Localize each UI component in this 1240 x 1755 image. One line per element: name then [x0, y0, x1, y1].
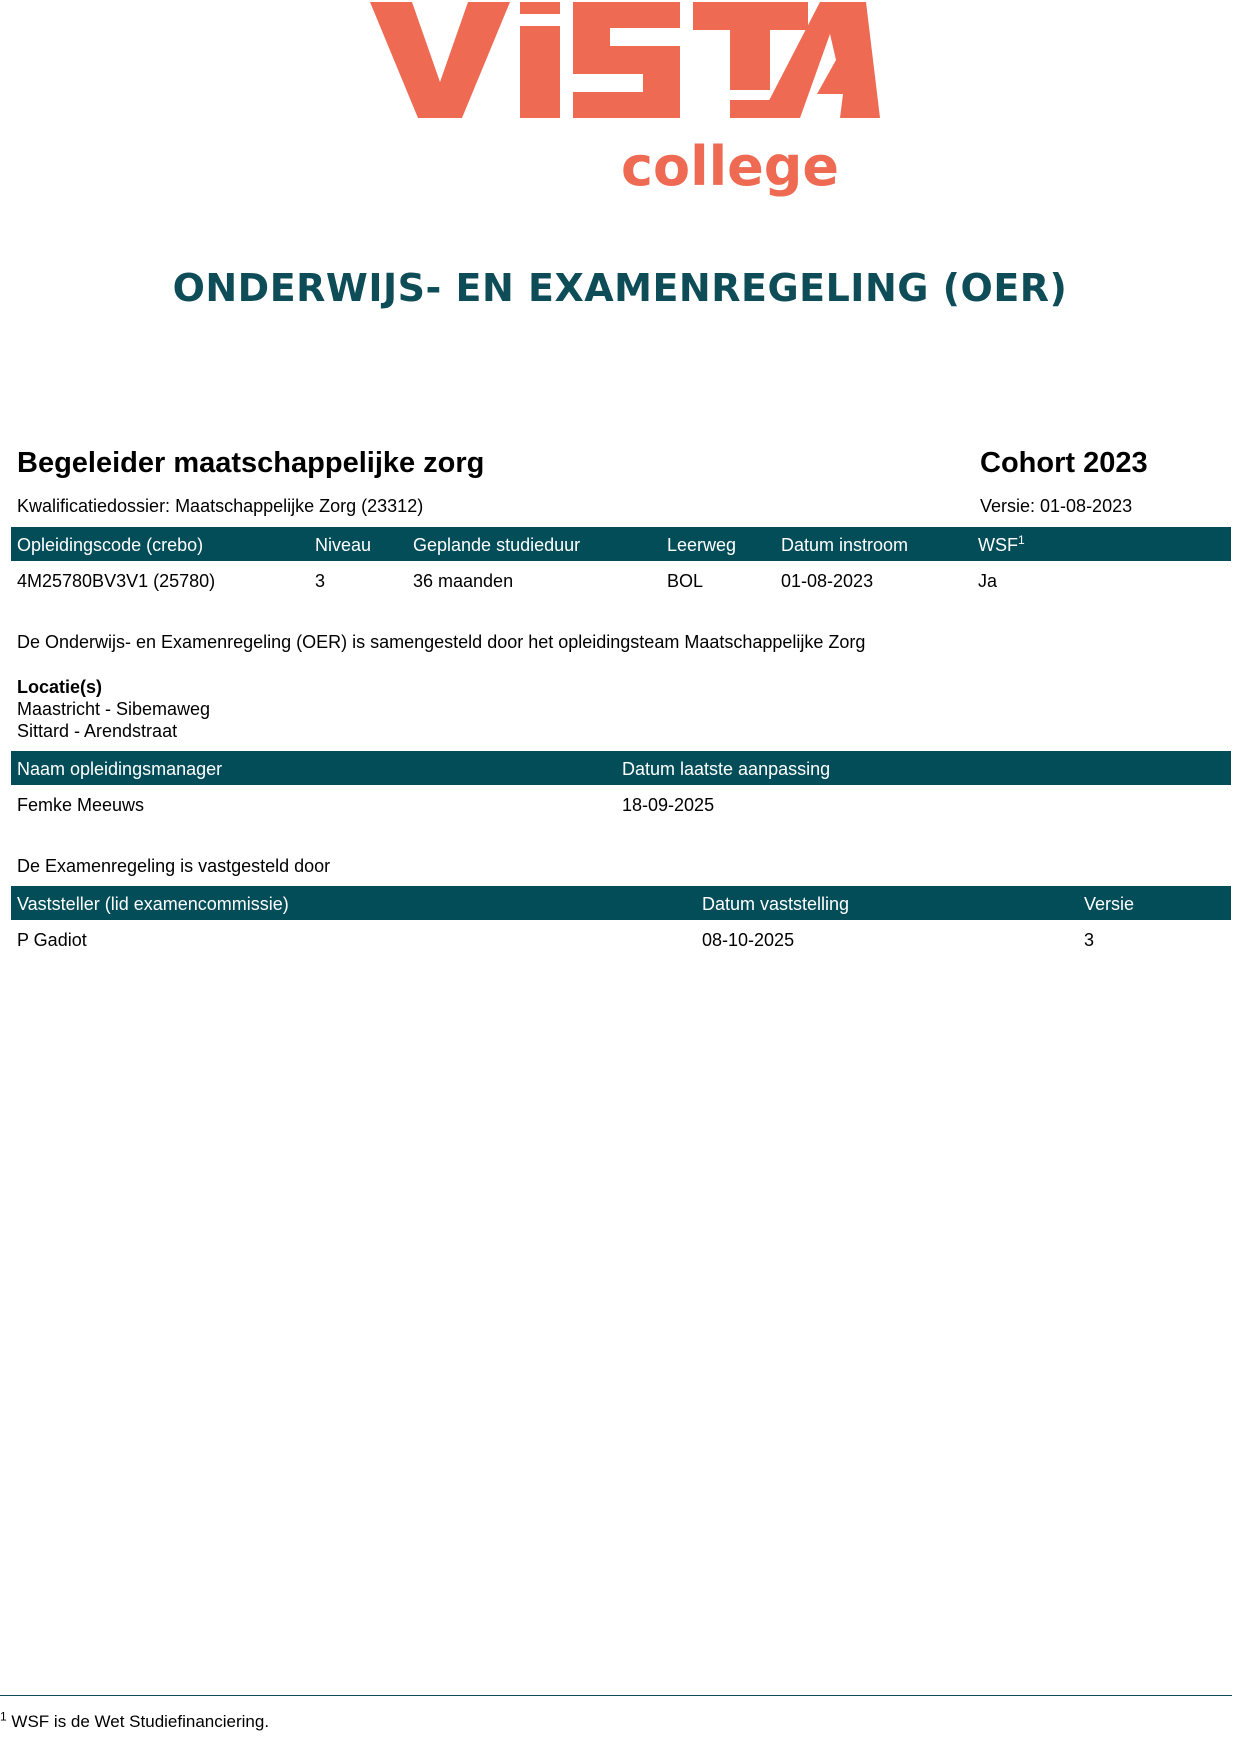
footnote-mark: 1 — [0, 1709, 7, 1724]
exam-statement: De Examenregeling is vastgesteld door — [17, 856, 331, 876]
cell-vaststeller: P Gadiot — [17, 930, 87, 950]
header-crebo: Opleidingscode (crebo) — [17, 535, 204, 555]
table-row — [11, 566, 1231, 596]
kwalificatiedossier: Kwalificatiedossier: Maatschappelijke Zorg (23312) — [17, 496, 424, 516]
header-datum-vaststelling: Datum vaststelling — [702, 894, 850, 914]
program-title: Begeleider maatschappelijke zorg — [17, 447, 485, 479]
header-datum-instroom: Datum instroom — [781, 535, 909, 555]
footnote-text: WSF is de Wet Studiefinanciering. — [11, 1712, 270, 1731]
header-studieduur: Geplande studieduur — [413, 535, 581, 555]
cell-niveau: 3 — [315, 571, 326, 591]
cell-last-modified: 18-09-2025 — [622, 795, 715, 815]
exam-table-header — [11, 886, 1231, 920]
cell-leerweg: BOL — [667, 571, 704, 591]
header-versie: Versie — [1084, 894, 1135, 914]
header-leerweg: Leerweg — [667, 535, 737, 555]
document-title: ONDERWIJS- EN EXAMENREGELING (OER) — [172, 266, 1068, 310]
logo-subtitle: college — [620, 135, 840, 198]
footnote-ref: 1 — [1018, 533, 1025, 547]
header-last-modified: Datum laatste aanpassing — [622, 759, 831, 779]
cell-datum-vaststelling: 08-10-2025 — [702, 930, 795, 950]
cell-studieduur: 36 maanden — [413, 571, 514, 591]
footnote-divider — [0, 1695, 1232, 1696]
cell-crebo: 4M25780BV3V1 (25780) — [17, 571, 216, 591]
location-item: Sittard - Arendstraat — [17, 721, 178, 741]
location-item: Maastricht - Sibemaweg — [17, 699, 211, 719]
header-vaststeller: Vaststeller (lid examencommissie) — [17, 894, 289, 914]
header-wsf-label: WSF — [978, 535, 1018, 555]
version-label: Versie: 01-08-2023 — [980, 496, 1133, 516]
program-table-header — [11, 527, 1231, 561]
vista-college-logo — [360, 0, 880, 205]
cell-datum-instroom: 01-08-2023 — [781, 571, 874, 591]
cell-wsf: Ja — [978, 571, 998, 591]
table-row — [11, 925, 1231, 955]
header-niveau: Niveau — [315, 535, 372, 555]
locations-label: Locatie(s) — [17, 677, 103, 697]
header-wsf — [978, 535, 1025, 556]
footnote — [0, 1709, 270, 1732]
composed-by-text: De Onderwijs- en Examenregeling (OER) is samengesteld door het opleidingsteam Maatschappelijke Zorg — [17, 632, 866, 652]
manager-table-header — [11, 751, 1231, 785]
header-manager: Naam opleidingsmanager — [17, 759, 223, 779]
cell-manager: Femke Meeuws — [17, 795, 145, 815]
cell-versie: 3 — [1084, 930, 1095, 950]
table-row — [11, 790, 1231, 820]
cohort-label: Cohort 2023 — [980, 447, 1148, 479]
